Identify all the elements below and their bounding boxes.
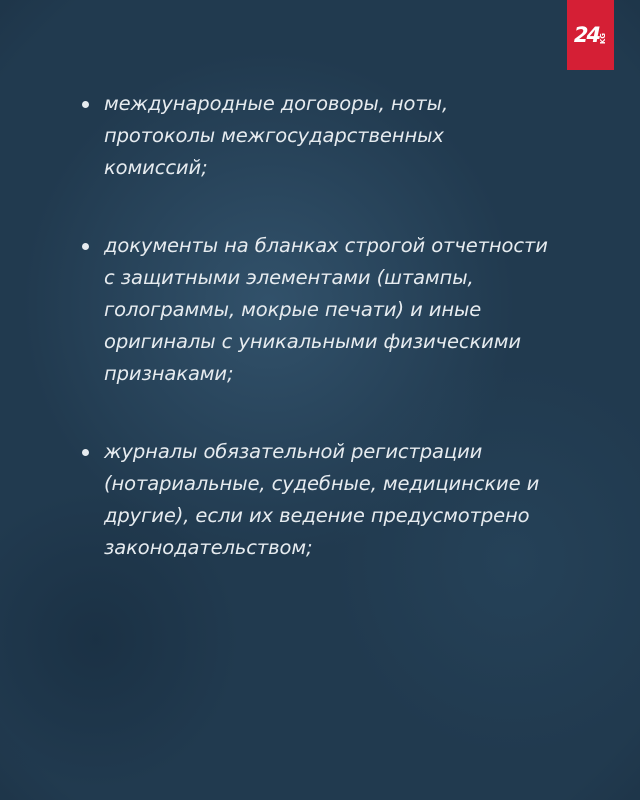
logo-suffix: KG bbox=[599, 33, 608, 45]
bullet-dot-icon bbox=[82, 449, 89, 456]
list-item bbox=[82, 88, 552, 184]
bullet-list bbox=[82, 88, 552, 610]
list-item bbox=[82, 230, 552, 390]
list-item bbox=[82, 436, 552, 564]
logo-24kg bbox=[567, 0, 614, 70]
logo-number: 24 bbox=[573, 22, 600, 47]
list-item-text: международные договоры, ноты, протоколы межгосударственных комиссий; bbox=[104, 92, 449, 179]
bullet-dot-icon bbox=[82, 243, 89, 250]
bullet-dot-icon bbox=[82, 101, 89, 108]
list-item-text: документы на бланках строгой отчетности с защитными элементами (штампы, голограммы, мокрые печати) и иные оригиналы с уникальными физическими признаками; bbox=[104, 234, 548, 385]
list-item-text: журналы обязательной регистрации (нотариальные, судебные, медицинские и другие), если их ведение предусмотрено законодательством; bbox=[104, 440, 540, 559]
logo-mark bbox=[573, 22, 608, 47]
